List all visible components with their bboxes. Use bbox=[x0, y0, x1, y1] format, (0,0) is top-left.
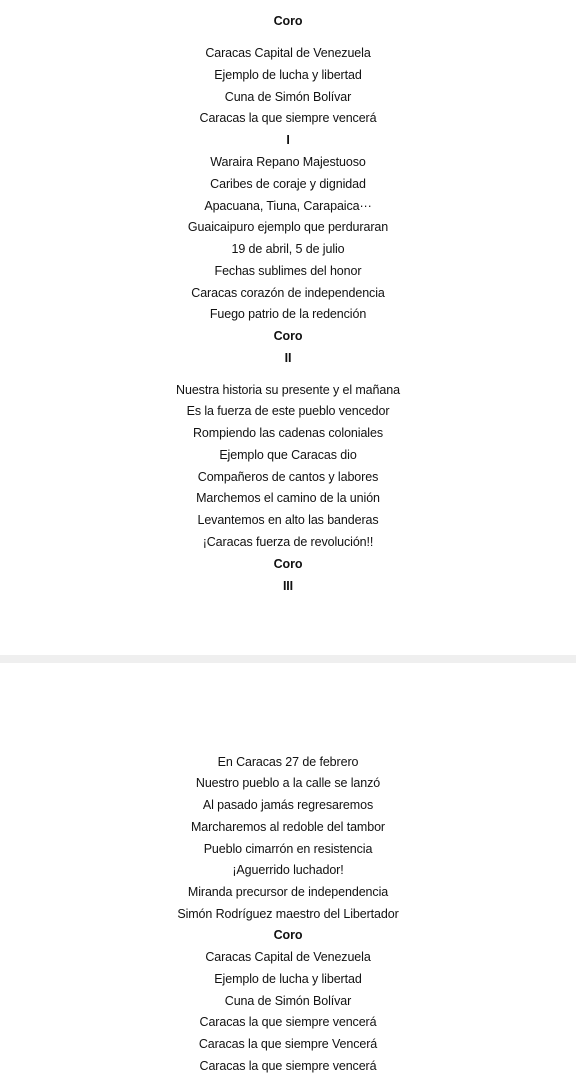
lyric-line: ¡Caracas fuerza de revolución!! bbox=[202, 535, 374, 549]
lyric-line: Pueblo cimarrón en resistencia bbox=[203, 842, 373, 856]
lyric-line: Ejemplo que Caracas dio bbox=[219, 448, 357, 462]
lyric-line: Guaicaipuro ejemplo que perduraran bbox=[187, 220, 389, 234]
section-heading: I bbox=[286, 133, 290, 147]
lyric-line: Marchemos el camino de la unión bbox=[196, 491, 380, 505]
lyric-line: Nuestra historia su presente y el mañana bbox=[176, 383, 400, 397]
lyric-line: Caracas Capital de Venezuela bbox=[205, 950, 371, 964]
lyric-line: Ejemplo de lucha y libertad bbox=[214, 972, 362, 986]
lyric-line: Simón Rodríguez maestro del Libertador bbox=[177, 907, 399, 921]
lyric-line: Fechas sublimes del honor bbox=[214, 264, 362, 278]
lyric-line: Apacuana, Tiuna, Carapaica··· bbox=[204, 199, 372, 213]
lyric-line: Caracas la que siempre vencerá bbox=[199, 1015, 377, 1029]
lyric-line: Caracas corazón de independencia bbox=[191, 286, 385, 300]
lyric-line: 19 de abril, 5 de julio bbox=[231, 242, 345, 256]
section-heading: Coro bbox=[273, 928, 303, 942]
lyric-line: Caracas la que siempre vencerá bbox=[199, 1059, 377, 1073]
lyric-line: Cuna de Simón Bolívar bbox=[224, 90, 352, 104]
section-heading: III bbox=[282, 579, 294, 593]
section-heading: II bbox=[284, 351, 292, 365]
lyric-line: Miranda precursor de independencia bbox=[187, 885, 389, 899]
document-page-2 bbox=[0, 663, 576, 1080]
lyric-line: Compañeros de cantos y labores bbox=[197, 470, 379, 484]
lyric-line: Al pasado jamás regresaremos bbox=[202, 798, 374, 812]
lyric-line: Waraira Repano Majestuoso bbox=[210, 155, 366, 169]
lyric-line: Nuestro pueblo a la calle se lanzó bbox=[195, 776, 381, 790]
lyric-line: En Caracas 27 de febrero bbox=[217, 755, 359, 769]
lyric-line: Caribes de coraje y dignidad bbox=[210, 177, 366, 191]
lyric-line: Caracas la que siempre vencerá bbox=[199, 111, 377, 125]
section-heading: Coro bbox=[273, 14, 303, 28]
lyric-line: Fuego patrio de la redención bbox=[209, 307, 367, 321]
lyric-line: Caracas Capital de Venezuela bbox=[205, 46, 371, 60]
lyric-line: Caracas la que siempre Vencerá bbox=[198, 1037, 378, 1051]
lyric-line: ¡Aguerrido luchador! bbox=[232, 863, 344, 877]
lyric-line: Levantemos en alto las banderas bbox=[197, 513, 379, 527]
page-separator bbox=[0, 655, 576, 663]
lyric-line: Marcharemos al redoble del tambor bbox=[190, 820, 385, 834]
lyric-line: Ejemplo de lucha y libertad bbox=[214, 68, 362, 82]
section-heading: Coro bbox=[273, 329, 303, 343]
lyric-line: Cuna de Simón Bolívar bbox=[224, 994, 352, 1008]
lyric-line: Es la fuerza de este pueblo vencedor bbox=[186, 404, 390, 418]
lyric-line: Rompiendo las cadenas coloniales bbox=[193, 426, 383, 440]
section-heading: Coro bbox=[273, 557, 303, 571]
